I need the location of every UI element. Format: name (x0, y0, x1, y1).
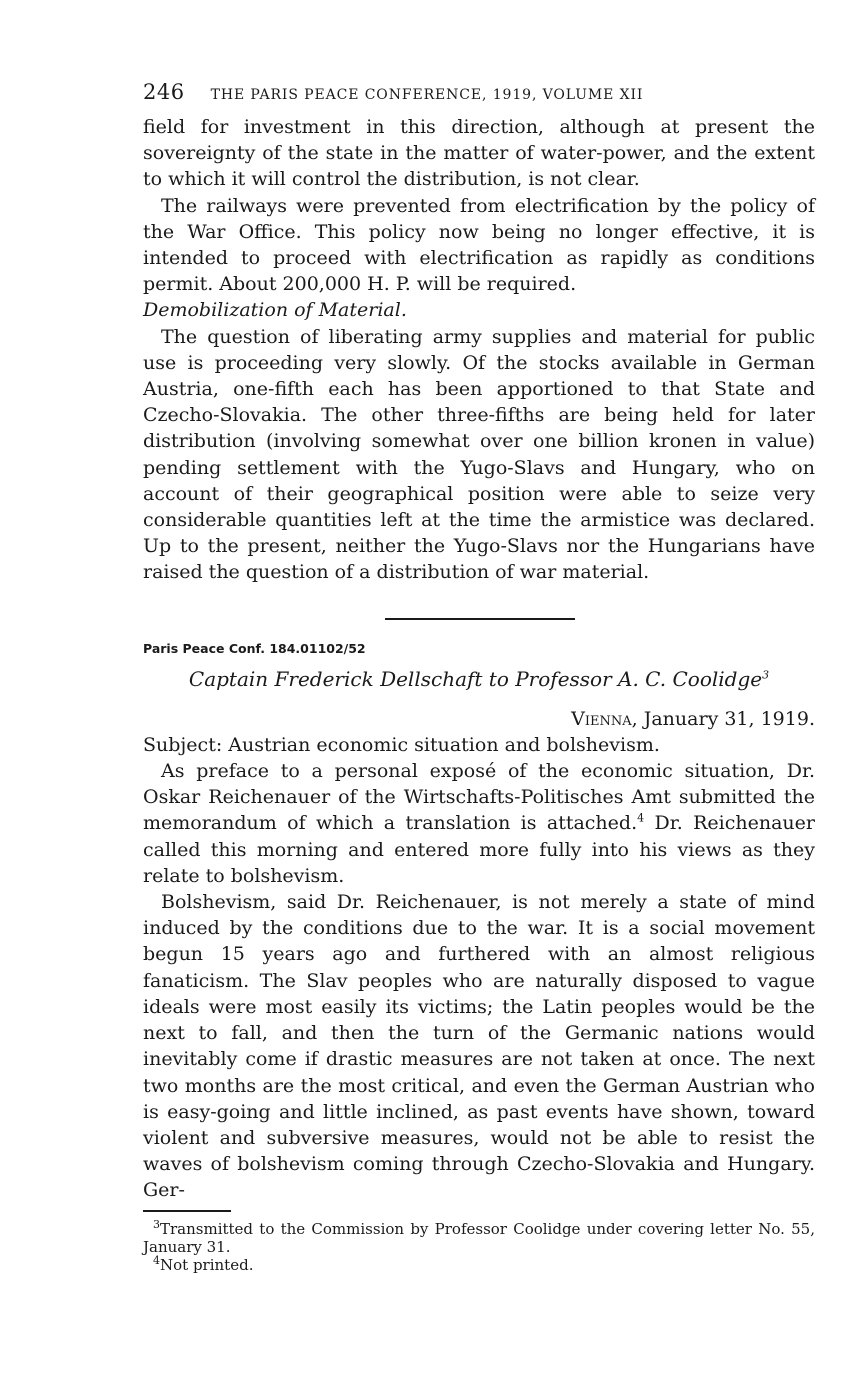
file-reference: Paris Peace Conf. 184.01102/52 (143, 640, 366, 656)
paragraph-text: As preface to a personal exposé of the economic situation, Dr. Oskar Reichenauer of the Wirtschafts-Politisches Amt submitted the memorandum of which a translation is attached. (143, 760, 815, 835)
body-paragraph: The railways were prevented from electrification by the policy of the War Office. This policy now being no longer effective, it is intended to proceed with electrification as rapidly as conditions permit. About 200,000 H. P. will be required. (143, 194, 815, 296)
document-title-text: Captain Frederick Dellschaft to Professor A. C. Coolidge (188, 666, 763, 691)
footnote-marker: 3 (762, 668, 770, 681)
footnote-marker: 3 (153, 1217, 160, 1231)
page-number: 246 (143, 80, 185, 104)
footnote-divider (143, 1210, 231, 1212)
subject-line: Subject: Austrian economic situation and bolshevism. (143, 733, 660, 756)
section-divider (385, 618, 575, 620)
dateline-date: , January 31, 1919. (631, 707, 815, 730)
body-paragraph: field for investment in this direction, although at present the sovereignty of the state in the matter of water-power, and the extent to which it will control the distribution, is not clear. (143, 116, 815, 191)
footnote (143, 1253, 815, 1274)
footnote (143, 1217, 815, 1256)
footnote-text: Transmitted to the Commission by Professor Coolidge under covering letter No. 55, January 31. (143, 1219, 815, 1256)
section-heading: Demobilization of Material. (143, 299, 407, 322)
footnotes (143, 1217, 815, 1274)
dateline (143, 706, 815, 732)
running-title: THE PARIS PEACE CONFERENCE, 1919, VOLUME XII (210, 87, 644, 103)
document-title (143, 666, 815, 692)
footnote-text: Not printed. (160, 1255, 254, 1274)
body-paragraph (143, 758, 815, 889)
body-paragraph: Bolshevism, said Dr. Reichenauer, is not merely a state of mind induced by the conditions due to the war. It is a social movement begun 15 years ago and furthered with an almost religious fanaticism. The Slav peoples who are naturally disposed to vague ideals were most easily its victims; the Latin peoples would be the next to fall, and then the turn of the Germanic nations would inevitably come if drastic measures are not taken at once. The next two months are the most critical, and even the German Austrian who is easy-going and little inclined, as past events have shown, toward violent and subversive measures, would not be able to resist the waves of bolshevism coming through Czecho-Slovakia and Hungary. Ger- (143, 891, 815, 1202)
body-paragraph: The question of liberating army supplies and material for public use is proceeding very slowly. Of the stocks available in German Austria, one-fifth each has been apportioned to that State and Czecho-Slovakia. The other three-fifths are being held for later distribution (involving somewhat over one billion kronen in value) pending settlement with the Yugo-Slavs and Hungary, who on account of their geographical position were able to seize very considerable quantities left at the time the armistice was declared. Up to the present, neither the Yugo-Slavs nor the Hungarians have raised the question of a distribution of war material. (143, 325, 815, 584)
page-content (143, 80, 815, 1274)
footnote-marker: 4 (637, 812, 645, 826)
running-head (143, 80, 815, 114)
footnote-marker: 4 (153, 1253, 160, 1267)
dateline-place: Vienna (571, 707, 632, 730)
paragraph-text: Dr. Reichenauer called this morning and entered more fully into his views as they relate to bolshevism. (143, 812, 815, 887)
